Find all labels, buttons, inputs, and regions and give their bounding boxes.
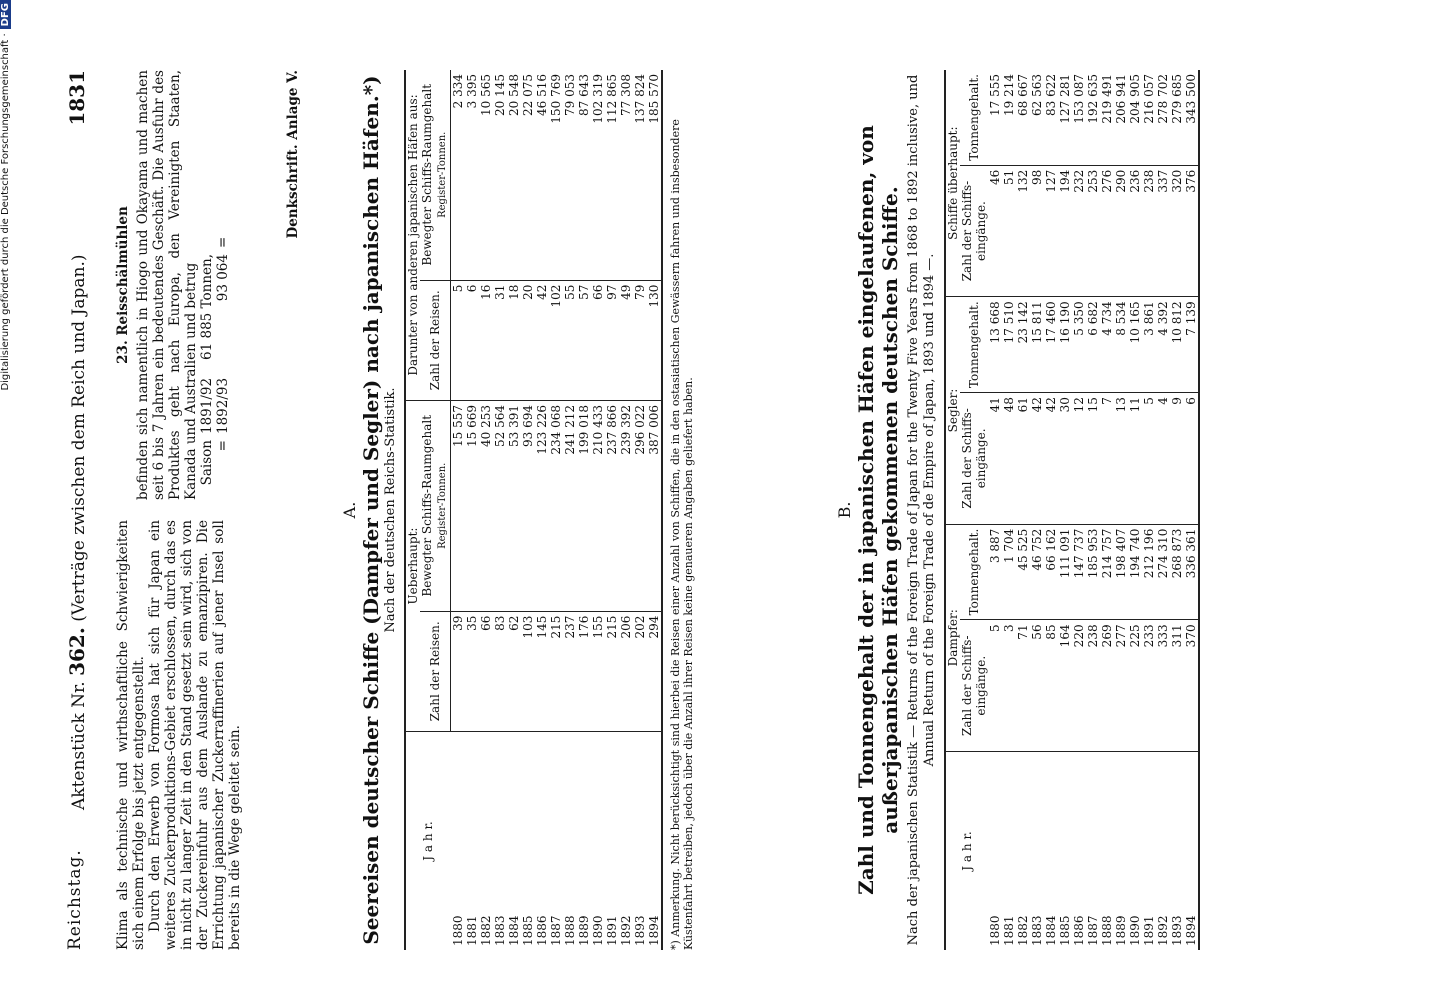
raum-cell: 52 564 (493, 400, 507, 611)
raum-cell: 15 669 (465, 400, 479, 611)
left-column (115, 520, 243, 950)
raum-japan-cell: 46 516 (535, 70, 549, 280)
raum-cell: 199 018 (577, 400, 591, 611)
segler-zahl-cell: 9 (1170, 393, 1184, 525)
dampfer-tonnen-cell: 3 887 (988, 524, 1002, 620)
segler-tonnen-cell: 10 812 (1170, 297, 1184, 393)
dampfer-tonnen-cell: 185 953 (1086, 524, 1100, 620)
year-cell: 1891 (605, 915, 619, 946)
raum-cell: 53 391 (507, 400, 521, 611)
saison-c: 61 885 Tonnen, (199, 254, 215, 360)
gesamt-zahl-cell: 51 (1002, 165, 1016, 297)
year-cell: 1886 (1072, 915, 1086, 946)
segler-zahl-cell: 61 (1016, 393, 1030, 525)
saison-row (199, 70, 215, 500)
table-row (1044, 70, 1058, 950)
reisen-cell: 237 (563, 611, 577, 731)
segler-tonnen-cell: 13 668 (988, 297, 1002, 393)
table-row (563, 70, 577, 950)
table-row (549, 70, 563, 950)
reisen-cell: 294 (647, 611, 662, 731)
reisen-cell: 206 (619, 611, 633, 731)
dampfer-tonnen-cell: 336 361 (1184, 524, 1199, 620)
col-darunter: Darunter von anderen japanischen Häfen aus: (405, 70, 420, 400)
gesamt-zahl-cell: 194 (1058, 165, 1072, 297)
table-row (605, 70, 619, 950)
table-row (1100, 70, 1114, 950)
col-b-jahr: J a h r. (960, 831, 974, 871)
reisen-japan-cell: 55 (563, 280, 577, 400)
saison-d: = (215, 236, 231, 248)
page-header (65, 70, 101, 950)
gesamt-zahl-cell: 276 (1100, 165, 1114, 297)
gesamt-zahl-cell: 290 (1114, 165, 1128, 297)
reisen-japan-cell: 97 (605, 280, 619, 400)
year-cell: 1892 (619, 915, 633, 946)
table-b-body (988, 70, 1199, 950)
segler-zahl-cell: 5 (1142, 393, 1156, 525)
dampfer-tonnen-cell: 111 091 (1058, 524, 1072, 620)
raum-japan-cell: 10 565 (479, 70, 493, 280)
raum-japan-cell: 2 334 (451, 70, 466, 280)
year-cell: 1881 (465, 915, 479, 946)
dampfer-tonnen-cell: 194 740 (1128, 524, 1142, 620)
section-b-source: Nach der japanischen Statistik — Returns of the Foreign Trade of Japan for the Twenty Five Years from 1868 to 1892 inclusive, und Annual Return of the Foreign Trade of de Empire of Japan, 1893 und 1894 —. (906, 74, 937, 946)
year-cell: 1894 (1184, 915, 1198, 946)
left-paragraph-1: Klima als technische und wirthschaftliche Schwierigkeiten sich einem Erfolge bis jetzt entgegenstellt. (115, 520, 147, 950)
raum-japan-cell: 20 145 (493, 70, 507, 280)
col-st: Tonnengehalt. (960, 297, 988, 393)
gesamt-zahl-cell: 232 (1072, 165, 1086, 297)
section-b-title: Zahl und Tonnengehalt der in japanischen Häfen eingelaufenen, von außerjapanischen Häfen gekommenen deutschen Schiffe. (854, 125, 902, 895)
segler-tonnen-cell: 7 139 (1184, 297, 1199, 393)
segler-tonnen-cell: 6 682 (1086, 297, 1100, 393)
year-cell: 1885 (1058, 915, 1072, 946)
year-cell: 1887 (1086, 915, 1100, 946)
dampfer-zahl-cell: 311 (1170, 620, 1184, 752)
year-cell: 1880 (450, 915, 465, 946)
year-cell: 1882 (1016, 915, 1030, 946)
reisen-cell: 62 (507, 611, 521, 731)
raum-cell: 40 253 (479, 400, 493, 611)
gesamt-tonnen-cell: 17 555 (988, 70, 1002, 165)
dampfer-tonnen-cell: 212 196 (1142, 524, 1156, 620)
raum-cell: 93 694 (521, 400, 535, 611)
dampfer-tonnen-cell: 66 162 (1044, 524, 1058, 620)
reisen-cell: 83 (493, 611, 507, 731)
col-gz: Zahl der Schiffs-eingänge. (960, 165, 988, 297)
reisen-japan-cell: 49 (619, 280, 633, 400)
table-row (1184, 70, 1199, 950)
reisen-cell: 103 (521, 611, 535, 731)
year-cell: 1885 (521, 915, 535, 946)
col-raum-2 (420, 70, 451, 280)
segler-zahl-cell: 4 (1156, 393, 1170, 525)
year-cell: 1888 (563, 915, 577, 946)
table-row (647, 70, 662, 950)
year-cell: 1881 (1002, 915, 1016, 946)
year-cell: 1891 (1142, 915, 1156, 946)
raum-cell: 239 392 (619, 400, 633, 611)
segler-zahl-cell: 42 (1044, 393, 1058, 525)
table-a-body (451, 70, 663, 950)
table-row (1156, 70, 1170, 950)
reisen-cell: 145 (535, 611, 549, 731)
table-row (479, 70, 493, 950)
dampfer-zahl-cell: 220 (1072, 620, 1086, 752)
raum-cell: 387 006 (647, 400, 662, 611)
table-row (1016, 70, 1030, 950)
gesamt-tonnen-cell: 192 635 (1086, 70, 1100, 165)
right-column (115, 70, 231, 500)
year-cell: 1887 (549, 915, 563, 946)
reisen-cell: 215 (605, 611, 619, 731)
segler-tonnen-cell: 16 190 (1058, 297, 1072, 393)
gesamt-tonnen-cell: 19 214 (1002, 70, 1016, 165)
segler-tonnen-cell: 8 534 (1114, 297, 1128, 393)
dampfer-zahl-cell: 269 (1100, 620, 1114, 752)
raum-cell: 296 022 (633, 400, 647, 611)
gesamt-zahl-cell: 132 (1016, 165, 1030, 297)
table-row (465, 70, 479, 950)
reisen-japan-cell: 66 (591, 280, 605, 400)
saison-a: Saison (199, 440, 215, 486)
section-a-letter: A. (340, 501, 359, 519)
reisen-japan-cell: 79 (633, 280, 647, 400)
raum-label-2: Bewegter Schiffs-Raumgehalt (420, 83, 434, 266)
dampfer-zahl-cell: 225 (1128, 620, 1142, 752)
segler-zahl-cell: 15 (1086, 393, 1100, 525)
segler-tonnen-cell: 17 510 (1002, 297, 1016, 393)
raum-cell: 237 866 (605, 400, 619, 611)
section-a-note: *) Anmerkung. Nicht berücksichtigt sind hierbei die Reisen einer Anzahl von Schiffen, die in den ostasiatischen Gewässern fahren und insbesondere Küstenfahrt betreiben, jedoch über die Anzahl ihrer Reisen keine genaueren Angaben geliefert haben. (669, 119, 695, 950)
reisen-japan-cell: 42 (535, 280, 549, 400)
section-a-title: Seereisen deutscher Schiffe (Dampfer und Segler) nach japanischen Häfen.*) (359, 75, 383, 945)
year-cell: 1893 (1170, 915, 1184, 946)
segler-zahl-cell: 30 (1058, 393, 1072, 525)
gesamt-tonnen-cell: 219 491 (1100, 70, 1114, 165)
raum-japan-cell: 22 075 (521, 70, 535, 280)
gesamt-tonnen-cell: 206 941 (1114, 70, 1128, 165)
segler-tonnen-cell: 17 460 (1044, 297, 1058, 393)
table-row (451, 70, 466, 950)
gesamt-zahl-cell: 253 (1086, 165, 1100, 297)
segler-tonnen-cell: 10 165 (1128, 297, 1142, 393)
raum-japan-cell: 79 053 (563, 70, 577, 280)
year-cell: 1890 (1128, 915, 1142, 946)
gesamt-tonnen-cell: 278 702 (1156, 70, 1170, 165)
dampfer-tonnen-cell: 1 704 (1002, 524, 1016, 620)
year-cell: 1884 (507, 915, 521, 946)
table-row (1128, 70, 1142, 950)
reis-paragraph: befinden sich namentlich in Hiogo und Okayama und machen seit 6 bis 7 Jahren ein bedeutendes Geschäft. Die Ausfuhr des Produktes geht nach Europa, den Vereinigten Staaten, Kanada und Australien und betrug (135, 70, 199, 500)
year-cell: 1888 (1100, 915, 1114, 946)
raum-label-1: Bewegter Schiffs-Raumgehalt (420, 414, 434, 597)
reisen-japan-cell: 130 (647, 280, 662, 400)
reisen-japan-cell: 31 (493, 280, 507, 400)
raum-japan-cell: 77 308 (619, 70, 633, 280)
dampfer-zahl-cell: 71 (1016, 620, 1030, 752)
segler-zahl-cell: 7 (1100, 393, 1114, 525)
reisen-japan-cell: 6 (465, 280, 479, 400)
gesamt-tonnen-cell: 127 281 (1058, 70, 1072, 165)
dampfer-zahl-cell: 85 (1044, 620, 1058, 752)
dampfer-zahl-cell: 238 (1086, 620, 1100, 752)
header-prefix: Aktenstück Nr. (69, 681, 89, 810)
col-dz: Zahl der Schiffs-eingänge. (960, 620, 988, 752)
year-cell: 1880 (988, 915, 1002, 946)
raum-japan-cell: 112 865 (605, 70, 619, 280)
segler-tonnen-cell: 15 811 (1030, 297, 1044, 393)
segler-tonnen-cell: 3 861 (1142, 297, 1156, 393)
raum-cell: 234 068 (549, 400, 563, 611)
reisen-cell: 176 (577, 611, 591, 731)
dampfer-zahl-cell: 3 (1002, 620, 1016, 752)
col-dt: Tonnengehalt. (960, 524, 988, 620)
year-cell: 1883 (493, 915, 507, 946)
dampfer-zahl-cell: 5 (988, 620, 1002, 752)
table-row (1058, 70, 1072, 950)
table-row (1142, 70, 1156, 950)
col-sz: Zahl der Schiffs-eingänge. (960, 393, 988, 525)
saison-b: 1892/93 (215, 377, 231, 434)
col-gt: Tonnengehalt. (960, 70, 988, 165)
year-cell: 1890 (591, 915, 605, 946)
segler-tonnen-cell: 5 350 (1072, 297, 1086, 393)
gesamt-zahl-cell: 320 (1170, 165, 1184, 297)
section-a-subtitle: Nach der deutschen Reichs-Statistik. (383, 387, 398, 633)
section-b-letter: B. (835, 501, 854, 519)
year-cell: 1889 (577, 915, 591, 946)
year-cell: 1893 (633, 915, 647, 946)
table-row (535, 70, 549, 950)
raum-cell: 15 557 (451, 400, 466, 611)
table-row (1030, 70, 1044, 950)
gesamt-zahl-cell: 46 (988, 165, 1002, 297)
reisen-japan-cell: 5 (451, 280, 466, 400)
raum-cell: 241 212 (563, 400, 577, 611)
segler-tonnen-cell: 4 392 (1156, 297, 1170, 393)
raum-japan-cell: 185 570 (647, 70, 662, 280)
year-cell: 1883 (1030, 915, 1044, 946)
gesamt-tonnen-cell: 62 563 (1030, 70, 1044, 165)
gesamt-zahl-cell: 236 (1128, 165, 1142, 297)
reisen-cell: 35 (465, 611, 479, 731)
segler-zahl-cell: 42 (1030, 393, 1044, 525)
dampfer-zahl-cell: 333 (1156, 620, 1170, 752)
segler-zahl-cell: 6 (1184, 393, 1199, 525)
raum-japan-cell: 3 395 (465, 70, 479, 280)
dampfer-zahl-cell: 370 (1184, 620, 1199, 752)
reisen-cell: 39 (451, 611, 466, 731)
left-paragraph-2: Durch den Erwerb von Formosa hat sich für Japan ein weiteres Zuckerproduktions-Gebiet erschlossen, durch das es in nicht zu langer Zeit in den Stand gesetzt sein wird, sich von der Zuckereinfuhr aus dem Auslande zu emanzipiren. Die Errichtung japanischer Zuckerraffinerien auf jener Insel soll bereits in die Wege geleitet sein. (147, 520, 243, 950)
gesamt-tonnen-cell: 343 500 (1184, 70, 1199, 165)
col-raum-1 (420, 400, 451, 611)
segler-zahl-cell: 11 (1128, 393, 1142, 525)
gesamt-zahl-cell: 238 (1142, 165, 1156, 297)
saison-a: = (215, 440, 231, 452)
segler-zahl-cell: 41 (988, 393, 1002, 525)
reisen-japan-cell: 102 (549, 280, 563, 400)
table-row (521, 70, 535, 950)
saison-list (199, 70, 231, 500)
reisen-cell: 155 (591, 611, 605, 731)
reisen-japan-cell: 57 (577, 280, 591, 400)
table-row (988, 70, 1002, 950)
table-row (577, 70, 591, 950)
raum-japan-cell: 87 643 (577, 70, 591, 280)
dampfer-zahl-cell: 164 (1058, 620, 1072, 752)
col-dampfer: Dampfer: (945, 524, 960, 751)
saison-row (215, 70, 231, 500)
col-reisen-1: Zahl der Reisen. (420, 611, 451, 731)
page-number: 1831 (65, 70, 89, 126)
gesamt-zahl-cell: 337 (1156, 165, 1170, 297)
gesamt-tonnen-cell: 68 667 (1016, 70, 1030, 165)
reisen-japan-cell: 18 (507, 280, 521, 400)
watermark-text: Digitalisierung gefördert durch die Deutsche Forschungsgemeinschaft · (0, 33, 11, 391)
segler-tonnen-cell: 4 734 (1100, 297, 1114, 393)
reisen-cell: 66 (479, 611, 493, 731)
gesamt-tonnen-cell: 216 057 (1142, 70, 1156, 165)
reisen-japan-cell: 16 (479, 280, 493, 400)
raum-cell: 210 433 (591, 400, 605, 611)
header-title (65, 254, 89, 810)
reisen-cell: 215 (549, 611, 563, 731)
reisen-japan-cell: 20 (521, 280, 535, 400)
dampfer-tonnen-cell: 198 407 (1114, 524, 1128, 620)
col-ueberhaupt: Ueberhaupt: (405, 400, 420, 731)
gesamt-zahl-cell: 376 (1184, 165, 1199, 297)
table-row (493, 70, 507, 950)
dampfer-zahl-cell: 277 (1114, 620, 1128, 752)
year-cell: 1884 (1044, 915, 1058, 946)
denkschrift-label: Denkschrift. Anlage V. (285, 70, 301, 239)
section-b (835, 70, 1200, 950)
table-row (507, 70, 521, 950)
gesamt-zahl-cell: 127 (1044, 165, 1058, 297)
header-number: 362. (65, 627, 89, 676)
dampfer-tonnen-cell: 147 737 (1072, 524, 1086, 620)
gesamt-tonnen-cell: 204 905 (1128, 70, 1142, 165)
table-row (1114, 70, 1128, 950)
dampfer-zahl-cell: 56 (1030, 620, 1044, 752)
year-cell: 1894 (647, 915, 661, 946)
reisen-cell: 202 (633, 611, 647, 731)
year-cell: 1886 (535, 915, 549, 946)
table-a (404, 70, 663, 950)
raum-japan-cell: 102 319 (591, 70, 605, 280)
segler-zahl-cell: 48 (1002, 393, 1016, 525)
year-cell: 1882 (479, 915, 493, 946)
year-cell: 1892 (1156, 915, 1170, 946)
gesamt-zahl-cell: 98 (1030, 165, 1044, 297)
reg-label-1: Register-Tonnen. (437, 462, 448, 549)
saison-b: 1891/92 (199, 377, 215, 434)
reis-heading: 23. Reisschälmühlen (115, 206, 131, 364)
table-row (633, 70, 647, 950)
raum-japan-cell: 137 824 (633, 70, 647, 280)
document-page (55, 70, 1385, 950)
segler-zahl-cell: 12 (1072, 393, 1086, 525)
table-row (1086, 70, 1100, 950)
saison-d (199, 248, 215, 254)
dfg-logo: DFG (0, 0, 11, 29)
gesamt-tonnen-cell: 83 622 (1044, 70, 1058, 165)
segler-zahl-cell: 13 (1114, 393, 1128, 525)
raum-japan-cell: 20 548 (507, 70, 521, 280)
dampfer-zahl-cell: 233 (1142, 620, 1156, 752)
header-reichstag: Reichstag. (65, 849, 85, 950)
dampfer-tonnen-cell: 214 757 (1100, 524, 1114, 620)
header-suffix: (Verträge zwischen dem Reich und Japan.) (69, 254, 89, 622)
segler-tonnen-cell: 23 142 (1016, 297, 1030, 393)
table-b (944, 70, 1200, 950)
table-row (1170, 70, 1184, 950)
raum-cell: 123 226 (535, 400, 549, 611)
dampfer-tonnen-cell: 268 873 (1170, 524, 1184, 620)
dampfer-tonnen-cell: 46 752 (1030, 524, 1044, 620)
dfg-watermark (0, 0, 20, 1000)
table-row (1002, 70, 1016, 950)
table-row (591, 70, 605, 950)
table-row (1072, 70, 1086, 950)
gesamt-tonnen-cell: 153 087 (1072, 70, 1086, 165)
col-jahr: J a h r. (421, 821, 436, 861)
col-gesamt: Schiffe überhaupt: (945, 70, 960, 297)
year-cell: 1889 (1114, 915, 1128, 946)
dampfer-tonnen-cell: 45 525 (1016, 524, 1030, 620)
col-segler: Segler: (945, 297, 960, 524)
col-reisen-2: Zahl der Reisen. (420, 280, 451, 400)
dampfer-tonnen-cell: 274 310 (1156, 524, 1170, 620)
section-a (340, 70, 706, 950)
raum-japan-cell: 150 769 (549, 70, 563, 280)
table-row (619, 70, 633, 950)
reg-label-2: Register-Tonnen. (437, 131, 448, 218)
gesamt-tonnen-cell: 279 685 (1170, 70, 1184, 165)
saison-c: 93 064 (215, 254, 231, 302)
